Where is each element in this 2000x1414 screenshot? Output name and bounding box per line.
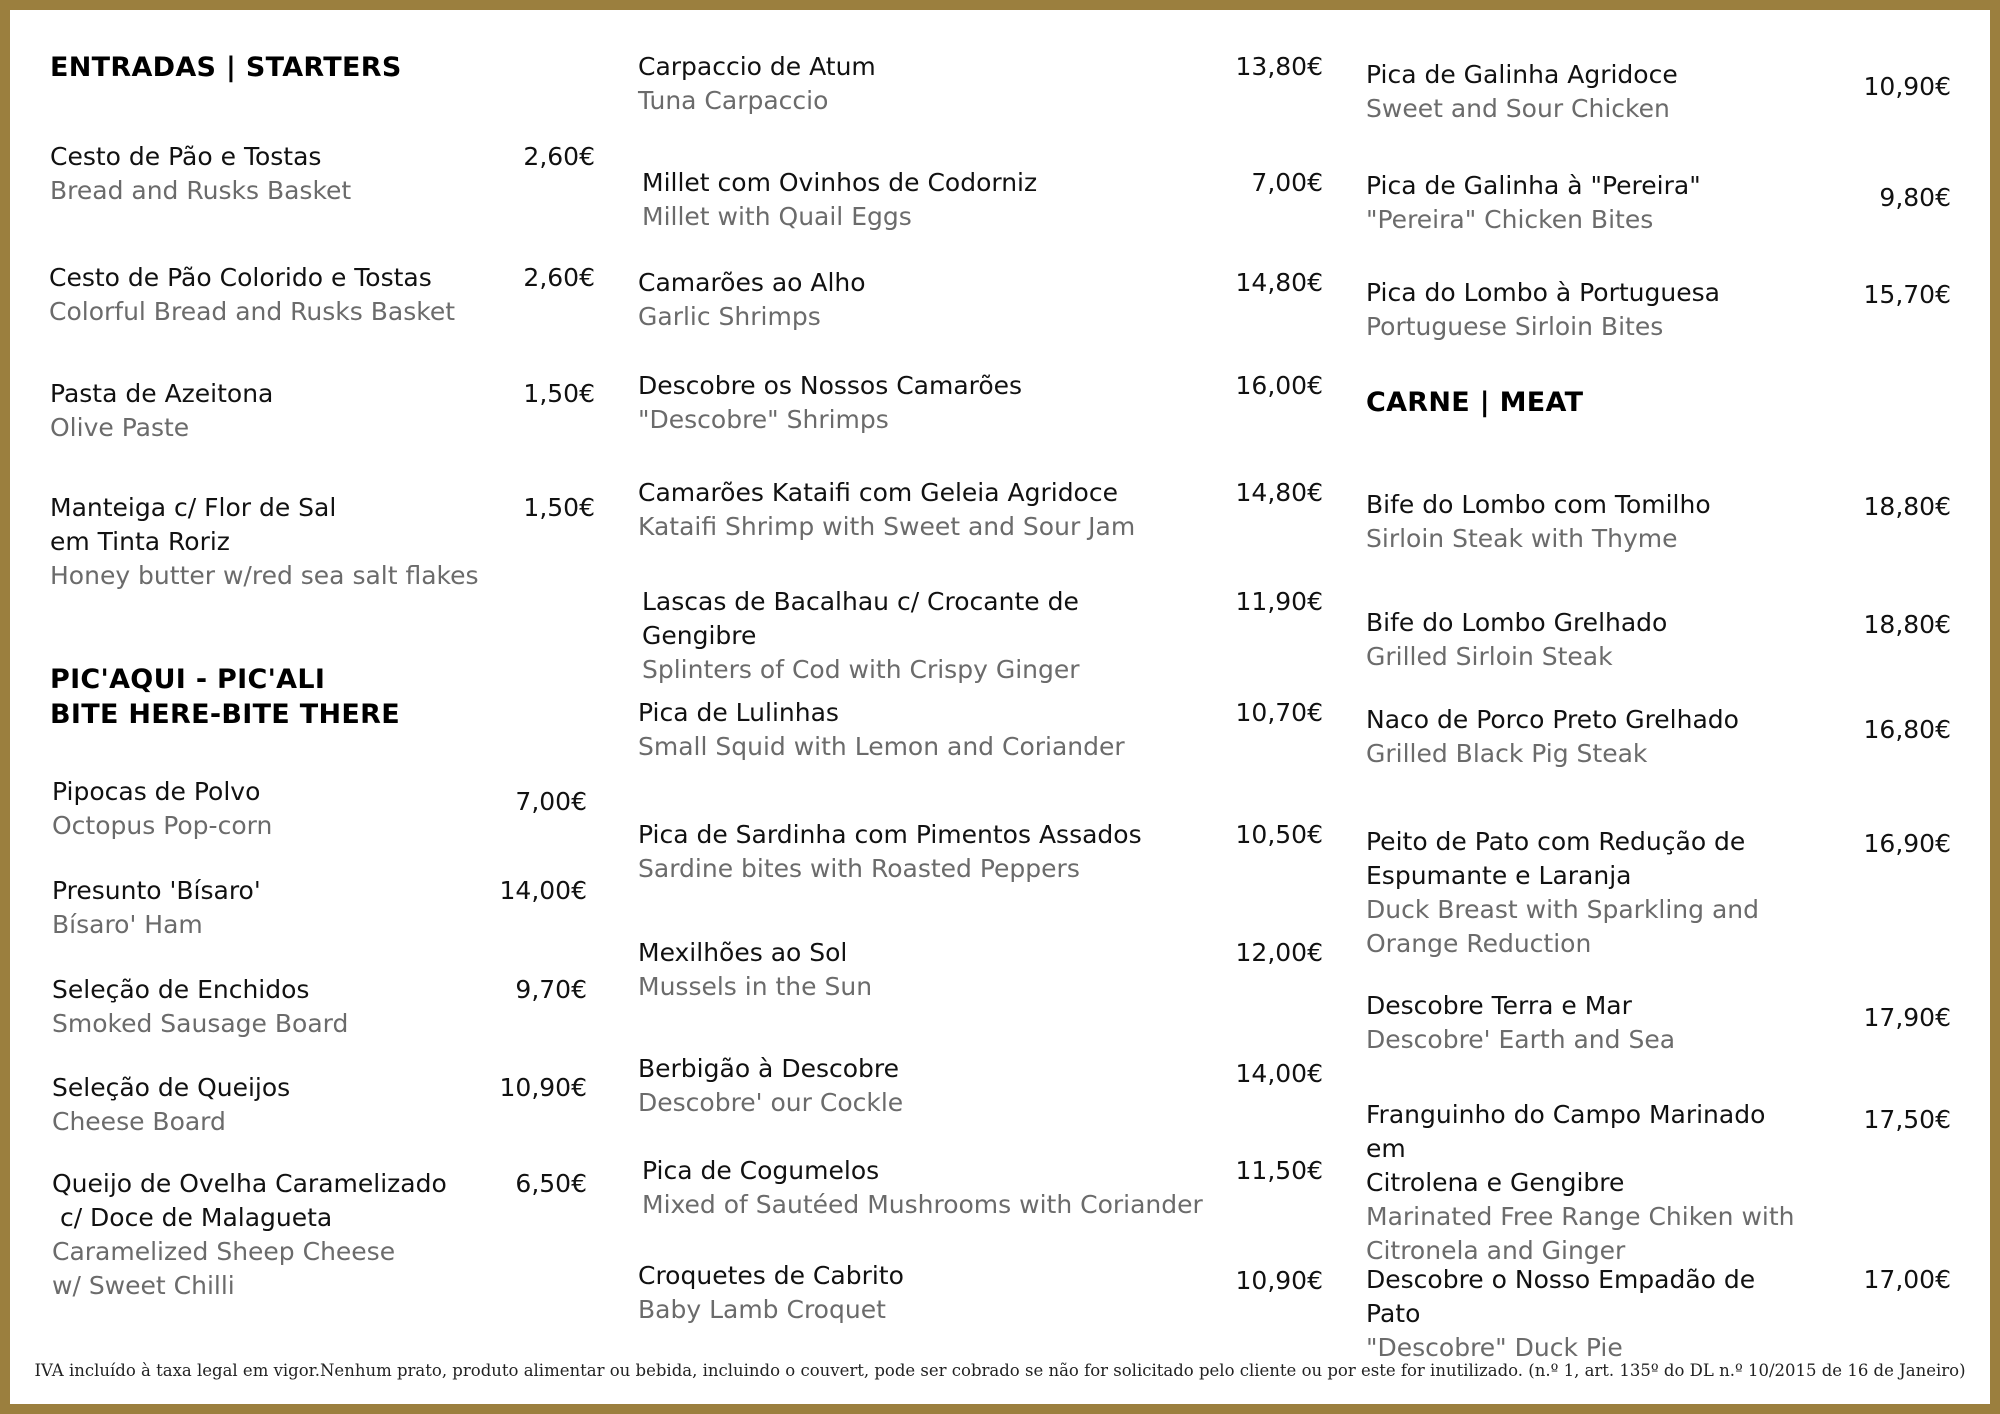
menu-item bbox=[642, 166, 1323, 234]
menu-item-translation: Mixed of Sautéed Mushrooms with Coriander bbox=[642, 1190, 1203, 1219]
menu-item bbox=[52, 973, 595, 1041]
menu-item-price: 17,90€ bbox=[1863, 1003, 1951, 1032]
menu-item-price: 2,60€ bbox=[523, 142, 595, 171]
menu-item bbox=[638, 50, 1323, 118]
menu-item-translation: Duck Breast with Sparkling and Orange Reduction bbox=[1366, 895, 1760, 958]
menu-item-name: Pasta de Azeitona bbox=[50, 379, 274, 408]
menu-item-price: 16,00€ bbox=[1235, 371, 1323, 400]
menu-item bbox=[49, 261, 595, 329]
menu-item bbox=[642, 585, 1323, 687]
menu-item-translation: Caramelized Sheep Cheese w/ Sweet Chilli bbox=[52, 1237, 396, 1300]
section-heading-starters: ENTRADAS | STARTERS bbox=[50, 52, 402, 83]
menu-item-price: 14,00€ bbox=[1235, 1059, 1323, 1088]
menu-item-price: 1,50€ bbox=[523, 379, 595, 408]
menu-item-name: Descobre os Nossos Camarões bbox=[638, 371, 1023, 400]
menu-item-translation: Grilled Black Pig Steak bbox=[1366, 739, 1648, 768]
section-heading-meat: CARNE | MEAT bbox=[1366, 387, 1584, 418]
menu-item-name: Lascas de Bacalhau c/ Crocante de Gengibre bbox=[642, 587, 1079, 650]
menu-item-translation: Grilled Sirloin Steak bbox=[1366, 642, 1613, 671]
menu-item-translation: Garlic Shrimps bbox=[638, 302, 821, 331]
menu-item bbox=[638, 476, 1323, 544]
menu-item-translation: "Descobre" Shrimps bbox=[638, 405, 889, 434]
menu-item-price: 1,50€ bbox=[523, 493, 595, 522]
menu-item-price: 13,80€ bbox=[1235, 52, 1323, 81]
menu-item-name: Peito de Pato com Redução de Espumante e Laranja bbox=[1366, 827, 1746, 890]
menu-item-name: Seleção de Queijos bbox=[52, 1073, 291, 1102]
menu-item bbox=[1366, 825, 1951, 961]
section-heading-bites-2: BITE HERE-BITE THERE bbox=[50, 699, 400, 730]
menu-item bbox=[638, 936, 1323, 1004]
menu-item-price: 15,70€ bbox=[1863, 280, 1951, 309]
menu-item-translation: Octopus Pop-corn bbox=[52, 811, 273, 840]
menu-item-translation: Sirloin Steak with Thyme bbox=[1366, 524, 1678, 553]
menu-item-price: 9,80€ bbox=[1879, 183, 1951, 212]
menu-item bbox=[1366, 276, 1951, 344]
menu-item-translation: Smoked Sausage Board bbox=[52, 1009, 349, 1038]
menu-item-translation: Honey butter w/red sea salt flakes bbox=[50, 561, 479, 590]
menu-item bbox=[1366, 488, 1951, 556]
menu-item-translation: Tuna Carpaccio bbox=[638, 86, 829, 115]
section-heading-bites-1: PIC'AQUI - PIC'ALI bbox=[50, 664, 326, 695]
menu-item-translation: "Descobre" Duck Pie bbox=[1366, 1333, 1623, 1362]
menu-item-price: 2,60€ bbox=[523, 263, 595, 292]
menu-item bbox=[52, 1167, 595, 1303]
legal-footer: IVA incluído à taxa legal em vigor.Nenhum prato, produto alimentar ou bebida, incluindo o couvert, pode ser cobrado se não for solicitado pelo cliente ou por este for inutilizado. (n.º 1, art. 135º do DL n.º 10/2015 de 16 de Janeiro) bbox=[34, 1361, 1966, 1380]
menu-item-translation: Cheese Board bbox=[52, 1107, 226, 1136]
menu-item-name: Croquetes de Cabrito bbox=[638, 1261, 904, 1290]
menu-item bbox=[1366, 1263, 1951, 1365]
menu-item bbox=[52, 1071, 595, 1139]
menu-item-price: 14,00€ bbox=[499, 876, 587, 905]
menu-item-price: 16,90€ bbox=[1863, 829, 1951, 858]
menu-item-translation: Mussels in the Sun bbox=[638, 972, 873, 1001]
menu-item-name: Pica de Galinha Agridoce bbox=[1366, 60, 1678, 89]
menu-item bbox=[50, 491, 595, 593]
menu-item-name: Pipocas de Polvo bbox=[52, 777, 261, 806]
menu-item-translation: Bísaro' Ham bbox=[52, 910, 203, 939]
menu-item bbox=[638, 369, 1323, 437]
menu-item bbox=[1366, 606, 1951, 674]
menu-item-name: Bife do Lombo Grelhado bbox=[1366, 608, 1668, 637]
menu-item-price: 10,50€ bbox=[1235, 820, 1323, 849]
menu-item-name: Camarões Kataifi com Geleia Agridoce bbox=[638, 478, 1118, 507]
menu-item-name: Carpaccio de Atum bbox=[638, 52, 876, 81]
menu-item-price: 11,50€ bbox=[1235, 1156, 1323, 1185]
menu-item bbox=[642, 1154, 1323, 1222]
menu-item-name: Seleção de Enchidos bbox=[52, 975, 310, 1004]
menu-item-name: Pica do Lombo à Portuguesa bbox=[1366, 278, 1720, 307]
menu-item-price: 10,90€ bbox=[1235, 1266, 1323, 1295]
menu-item-name: Manteiga c/ Flor de Sal em Tinta Roriz bbox=[50, 493, 337, 556]
menu-item bbox=[638, 1259, 1323, 1327]
menu-item-translation: Millet with Quail Eggs bbox=[642, 202, 912, 231]
menu-item-price: 18,80€ bbox=[1863, 610, 1951, 639]
menu-item-price: 17,50€ bbox=[1863, 1105, 1951, 1134]
menu-item bbox=[638, 1052, 1323, 1120]
menu-item bbox=[50, 140, 595, 208]
menu-item bbox=[1366, 169, 1951, 237]
menu-item bbox=[52, 775, 595, 843]
menu-item-translation: Bread and Rusks Basket bbox=[50, 176, 352, 205]
menu-item-price: 7,00€ bbox=[515, 787, 587, 816]
menu-item-translation: Descobre' our Cockle bbox=[638, 1088, 904, 1117]
menu-item-price: 10,90€ bbox=[499, 1073, 587, 1102]
menu-item bbox=[1366, 1098, 1951, 1268]
menu-item-translation: Sardine bites with Roasted Peppers bbox=[638, 854, 1080, 883]
menu-item-price: 6,50€ bbox=[515, 1169, 587, 1198]
menu-item-translation: Baby Lamb Croquet bbox=[638, 1295, 886, 1324]
menu-item-name: Mexilhões ao Sol bbox=[638, 938, 848, 967]
menu-item-translation: Kataifi Shrimp with Sweet and Sour Jam bbox=[638, 512, 1136, 541]
menu-item-price: 10,90€ bbox=[1863, 72, 1951, 101]
menu-item bbox=[1366, 58, 1951, 126]
menu-item-name: Camarões ao Alho bbox=[638, 268, 866, 297]
menu-item-price: 18,80€ bbox=[1863, 492, 1951, 521]
menu-item bbox=[52, 874, 595, 942]
menu-item-name: Pica de Sardinha com Pimentos Assados bbox=[638, 820, 1142, 849]
menu-item-price: 7,00€ bbox=[1251, 168, 1323, 197]
menu-item-name: Berbigão à Descobre bbox=[638, 1054, 899, 1083]
menu-item-name: Millet com Ovinhos de Codorniz bbox=[642, 168, 1038, 197]
menu-item-name: Pica de Cogumelos bbox=[642, 1156, 880, 1185]
menu-item-name: Naco de Porco Preto Grelhado bbox=[1366, 705, 1739, 734]
menu-item bbox=[1366, 989, 1951, 1057]
menu-item-name: Pica de Galinha à "Pereira" bbox=[1366, 171, 1701, 200]
menu-item-name: Queijo de Ovelha Caramelizado c/ Doce de Malagueta bbox=[52, 1169, 447, 1232]
menu-item-translation: Sweet and Sour Chicken bbox=[1366, 94, 1670, 123]
menu-item-name: Bife do Lombo com Tomilho bbox=[1366, 490, 1711, 519]
menu-item-price: 17,00€ bbox=[1863, 1265, 1951, 1294]
menu-item-translation: Splinters of Cod with Crispy Ginger bbox=[642, 655, 1080, 684]
menu-item-name: Presunto 'Bísaro' bbox=[52, 876, 261, 905]
menu-item-translation: Small Squid with Lemon and Coriander bbox=[638, 732, 1125, 761]
menu-item-name: Franguinho do Campo Marinado em Citrolena e Gengibre bbox=[1366, 1100, 1766, 1197]
menu-item-name: Descobre Terra e Mar bbox=[1366, 991, 1632, 1020]
menu-item-translation: Portuguese Sirloin Bites bbox=[1366, 312, 1664, 341]
menu-item-price: 16,80€ bbox=[1863, 715, 1951, 744]
menu-item-name: Descobre o Nosso Empadão de Pato bbox=[1366, 1265, 1756, 1328]
menu-item-name: Cesto de Pão e Tostas bbox=[50, 142, 322, 171]
menu-item bbox=[1366, 703, 1951, 771]
menu-item-price: 9,70€ bbox=[515, 975, 587, 1004]
menu-item-price: 10,70€ bbox=[1235, 698, 1323, 727]
menu-item-price: 14,80€ bbox=[1235, 478, 1323, 507]
menu-item-translation: "Pereira" Chicken Bites bbox=[1366, 205, 1654, 234]
menu-item-price: 14,80€ bbox=[1235, 268, 1323, 297]
menu-item-name: Cesto de Pão Colorido e Tostas bbox=[49, 263, 432, 292]
menu-item-translation: Descobre' Earth and Sea bbox=[1366, 1025, 1676, 1054]
menu-item-price: 11,90€ bbox=[1235, 587, 1323, 616]
menu-item-translation: Marinated Free Range Chiken with Citronela and Ginger bbox=[1366, 1202, 1795, 1265]
menu-item bbox=[638, 266, 1323, 334]
menu-item bbox=[638, 818, 1323, 886]
menu-item-translation: Olive Paste bbox=[50, 413, 190, 442]
menu-item bbox=[50, 377, 595, 445]
menu-item-translation: Colorful Bread and Rusks Basket bbox=[49, 297, 456, 326]
menu-item bbox=[638, 696, 1323, 764]
menu-item-price: 12,00€ bbox=[1235, 938, 1323, 967]
menu-item-name: Pica de Lulinhas bbox=[638, 698, 839, 727]
